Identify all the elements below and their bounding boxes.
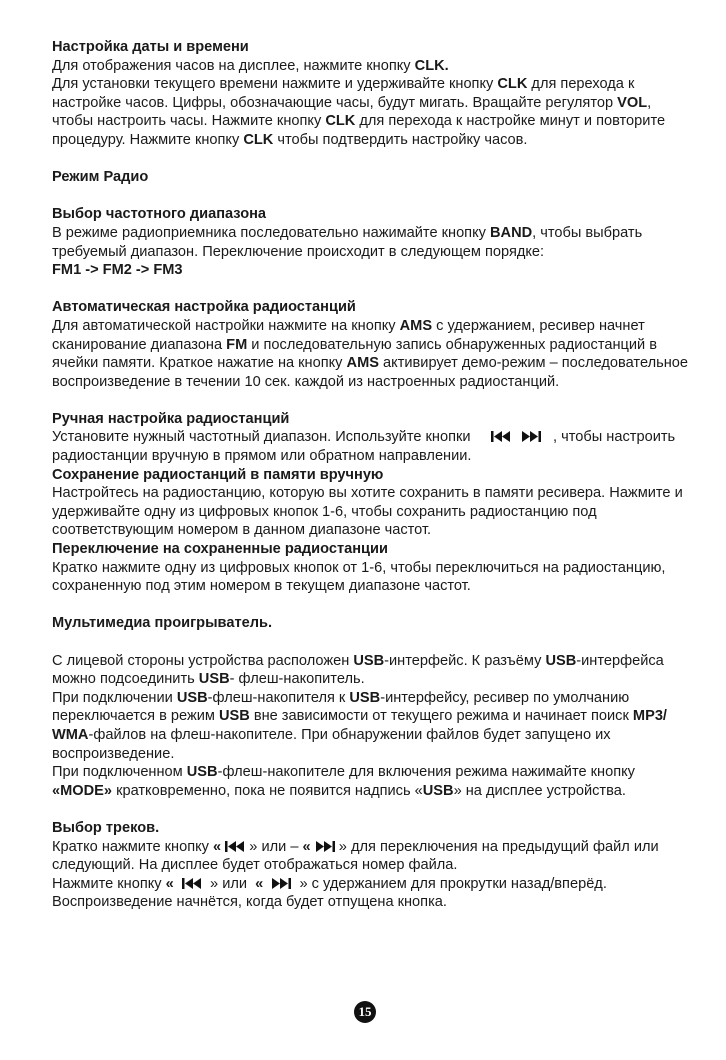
- bold-term: USB: [186, 764, 218, 781]
- bold-term: FM: [226, 336, 248, 353]
- heading-band: Выбор частотного диапазона: [52, 206, 267, 223]
- bold-term: USB: [176, 689, 208, 706]
- prev-track-icon: [491, 431, 511, 442]
- bold-term: MP3/ WMA: [52, 708, 667, 743]
- bold-term: USB: [353, 652, 385, 669]
- text: -интерфейсу, ресивер по умолчанию переключается в режим: [52, 689, 630, 725]
- next-track-icon: [315, 841, 335, 852]
- text: С лицевой стороны устройства расположен: [52, 652, 354, 669]
- quote-open: «: [255, 875, 264, 892]
- page-number: 15: [354, 1001, 376, 1023]
- text: -файлов на флеш-накопителе. При обнаружении файлов будет запущено их воспроизведение.: [52, 726, 611, 762]
- bold-term: USB: [349, 689, 381, 706]
- text: -флеш-накопителя к: [207, 689, 350, 706]
- text: с удержанием для прокрутки назад/вперёд.: [311, 875, 607, 892]
- text: , чтобы выбрать требуемый диапазон. Переключение происходит в следующем порядке:: [52, 224, 643, 260]
- bold-term: CLK: [497, 76, 528, 93]
- text: вне зависимости от текущего режима и начинает поиск: [249, 708, 633, 725]
- bold-term: BAND: [490, 224, 533, 241]
- text: При подключении: [52, 689, 177, 706]
- text: Для установки текущего времени нажмите и удерживайте кнопку: [52, 76, 498, 93]
- text: -интерфейса можно подсоединить: [52, 652, 664, 688]
- text: кратковременно, пока не появится надпись «: [112, 782, 423, 799]
- bold-term: USB: [545, 652, 577, 669]
- heading-switch-stations: Переключение на сохраненные радиостанции: [52, 541, 388, 558]
- manual-page: [52, 38, 692, 912]
- text: или: [222, 875, 248, 892]
- quote-open: «: [302, 838, 311, 855]
- bold-term: «MODE»: [52, 782, 113, 799]
- heading-save-stations: Сохранение радиостанций в памяти вручную: [52, 466, 384, 483]
- paragraph: [52, 652, 692, 689]
- paragraph: Воспроизведение начнётся, когда будет отпущена кнопка.: [52, 894, 447, 911]
- quote-close: »: [338, 838, 347, 855]
- band-order: FM1 -> FM2 -> FM3: [52, 262, 183, 279]
- bold-term: AMS: [399, 317, 433, 334]
- paragraph: [52, 317, 692, 391]
- heading-multimedia: Мультимедиа проигрыватель.: [52, 615, 273, 632]
- text: Установите нужный частотный диапазон. Используйте кнопки: [52, 429, 471, 446]
- paragraph: [52, 689, 692, 763]
- paragraph: [52, 838, 692, 875]
- quote-close: »: [299, 875, 308, 892]
- text: и последовательную запись обнаруженных радиостанций в ячейки памяти. Краткое нажатие на кнопку: [52, 336, 657, 372]
- bold-term: CLK: [325, 113, 356, 130]
- paragraph: [52, 57, 692, 76]
- paragraph: Кратко нажмите одну из цифровых кнопок от 1-6, чтобы переключиться на радиостанцию, сохраненную под этим номером в текущем диапазоне частот.: [52, 559, 666, 595]
- bold-term: USB: [198, 671, 230, 688]
- text: Для автоматической настройки нажмите на кнопку: [52, 317, 400, 334]
- paragraph: Настройтесь на радиостанцию, которую вы хотите сохранить в памяти ресивера. Нажмите и удерживайте одну из цифровых кнопок 1-6, чтобы сохранить радиостанцию под соответствующим номером в данном диапазоне частот.: [52, 485, 683, 539]
- heading-manual-tuning: Ручная настройка радиостанций: [52, 410, 290, 427]
- next-track-icon: [521, 431, 541, 442]
- quote-close: »: [210, 875, 219, 892]
- paragraph: [52, 763, 692, 800]
- bold-term: USB: [218, 708, 250, 725]
- text: Кратко нажмите кнопку: [52, 838, 209, 855]
- text: или –: [261, 838, 299, 855]
- bold-term: USB: [422, 782, 454, 799]
- bold-term: CLK: [243, 131, 274, 148]
- text: , чтобы настроить часы. Нажмите кнопку: [52, 94, 652, 130]
- next-track-icon: [271, 878, 291, 889]
- heading-ams: Автоматическая настройка радиостанций: [52, 299, 356, 316]
- text: » на дисплее устройства.: [453, 782, 626, 799]
- bold-term: CLK.: [414, 57, 449, 74]
- text: Для отображения часов на дисплее, нажмите кнопку: [52, 57, 415, 74]
- text: с удержанием, ресивер начнет сканирование диапазона: [52, 317, 645, 353]
- text: В режиме радиоприемника последовательно нажимайте кнопку: [52, 224, 490, 241]
- text: для перехода к настройке минут и повторите процедуру. Нажмите кнопку: [52, 113, 666, 148]
- text: чтобы подтвердить настройку часов.: [273, 131, 528, 148]
- text: для переключения на предыдущий файл или следующий. На дисплее будет отображаться номер файла.: [52, 838, 659, 874]
- paragraph: [52, 224, 692, 261]
- text: -интерфейс. К разъёму: [384, 652, 546, 669]
- text: для перехода к настройке часов. Цифры, обозначающие часы, будут мигать. Вращайте регулятор: [52, 76, 635, 111]
- paragraph: [52, 428, 692, 465]
- paragraph: [52, 875, 692, 894]
- heading-tracks: Выбор треков.: [52, 819, 160, 836]
- quote-open: «: [213, 838, 222, 855]
- text: Нажмите кнопку: [52, 875, 162, 892]
- paragraph: [52, 75, 692, 149]
- text: При подключенном: [52, 764, 187, 781]
- text: , чтобы настроить радиостанции вручную в прямом или обратном направлении.: [52, 429, 676, 465]
- bold-term: AMS: [346, 355, 379, 372]
- prev-track-icon: [225, 841, 245, 852]
- heading-radio-mode: Режим Радио: [52, 169, 149, 186]
- text: - флеш-накопитель.: [229, 671, 365, 688]
- quote-close: »: [249, 838, 258, 855]
- quote-open: «: [165, 875, 174, 892]
- prev-track-icon: [182, 878, 202, 889]
- heading-datetime: Настройка даты и времени: [52, 39, 249, 55]
- text: активирует демо-режим – последовательное воспроизведение в течении 10 сек. каждой из настроенных радиостанций.: [52, 355, 688, 390]
- text: -флеш-накопителе для включения режима нажимайте кнопку: [217, 764, 635, 781]
- bold-term: VOL: [617, 94, 648, 111]
